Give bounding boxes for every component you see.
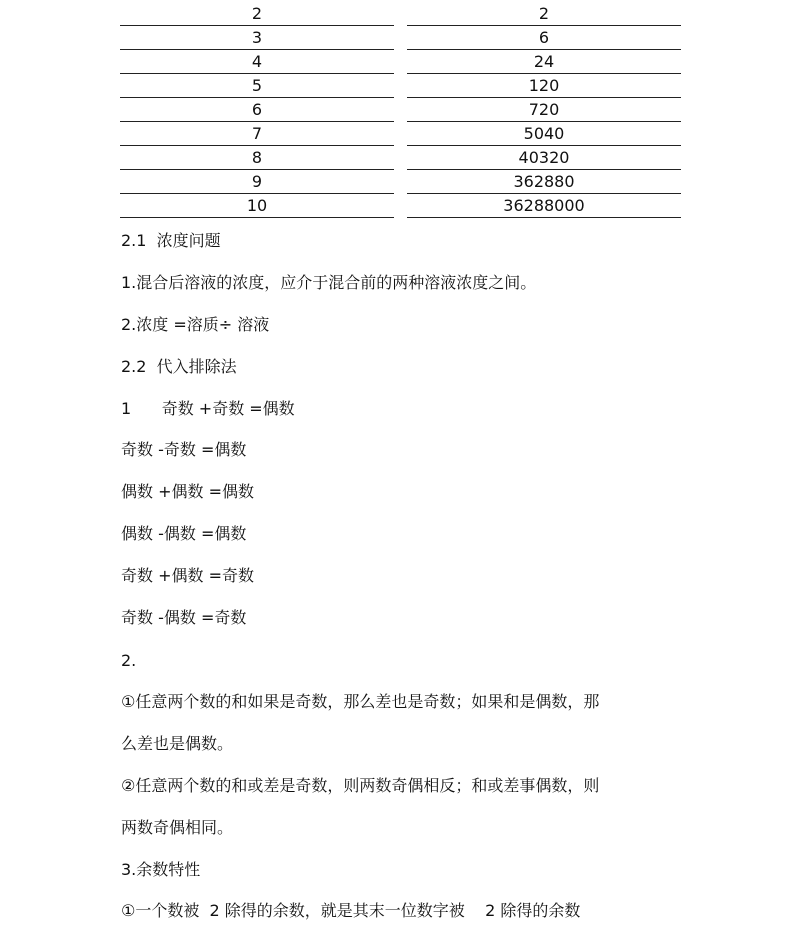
table-cell-value: 362880 [407,170,681,194]
factorial-table [120,2,681,218]
table-cell-n: 5 [120,74,394,98]
section-heading-remainder: 3.余数特性 [121,860,201,879]
table-cell-value: 36288000 [407,194,681,218]
parity-rule-even-plus-even: 偶数 +偶数 =偶数 [121,482,254,501]
table-cell-value: 6 [407,26,681,50]
parity-rule-odd-plus-odd: 1 奇数 +奇数 =偶数 [121,399,295,418]
list-number-2: 2. [121,651,137,670]
section-heading-substitution: 2.2 代入排除法 [121,357,237,376]
table-cell-value: 2 [407,2,681,26]
table-cell-n: 7 [120,122,394,146]
section-heading-concentration: 2.1 浓度问题 [121,231,221,250]
table-cell-value: 5040 [407,122,681,146]
paragraph-remainder-rule: ①一个数被 2 除得的余数，就是其末一位数字被 2 除得的余数 [121,901,581,920]
parity-rule-even-minus-even: 偶数 -偶数 =偶数 [121,524,247,543]
parity-rule-odd-minus-even: 奇数 -偶数 =奇数 [121,608,247,627]
table-cell-n: 6 [120,98,394,122]
paragraph-sum-difference-parity-1: ①任意两个数的和如果是奇数，那么差也是奇数；如果和是偶数，那 [121,692,600,711]
table-cell-value: 120 [407,74,681,98]
table-cell-value: 720 [407,98,681,122]
paragraph-concentration-formula: 2.浓度 =溶质÷ 溶液 [121,315,270,334]
parity-rule-odd-minus-odd: 奇数 -奇数 =偶数 [121,440,247,459]
table-row [120,122,681,146]
table-cell-n: 9 [120,170,394,194]
table-cell-value: 40320 [407,146,681,170]
table-row [120,98,681,122]
table-row [120,2,681,26]
table-cell-n: 10 [120,194,394,218]
table-cell-n: 2 [120,2,394,26]
table-cell-n: 4 [120,50,394,74]
table-row [120,50,681,74]
table-cell-value: 24 [407,50,681,74]
paragraph-mixing-rule: 1.混合后溶液的浓度，应介于混合前的两种溶液浓度之间。 [121,273,537,292]
table-row [120,170,681,194]
table-row [120,194,681,218]
parity-rule-odd-plus-even: 奇数 +偶数 =奇数 [121,566,254,585]
table-cell-n: 8 [120,146,394,170]
paragraph-sum-difference-parity-1-cont: 么差也是偶数。 [121,734,234,753]
table-row [120,26,681,50]
table-cell-n: 3 [120,26,394,50]
table-row [120,146,681,170]
table-row [120,74,681,98]
paragraph-sum-difference-parity-2-cont: 两数奇偶相同。 [121,818,234,837]
paragraph-sum-difference-parity-2: ②任意两个数的和或差是奇数，则两数奇偶相反；和或差事偶数，则 [121,776,600,795]
